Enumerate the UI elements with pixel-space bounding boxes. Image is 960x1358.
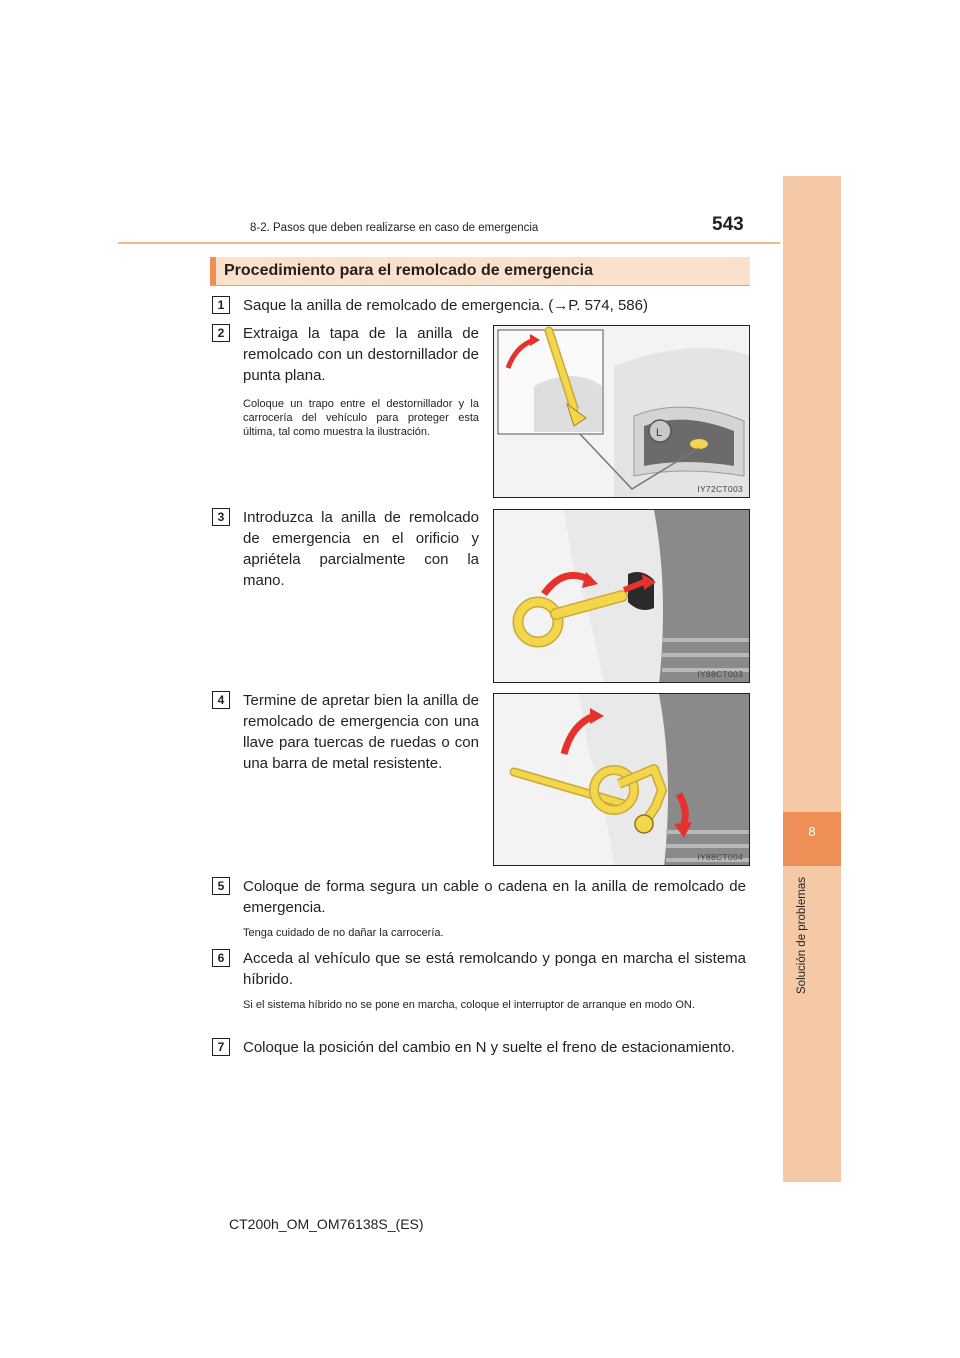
tow-ring-tighten-illustration — [494, 694, 750, 866]
figure-insert-ring — [493, 509, 750, 683]
figure-code: IY72CT003 — [697, 484, 743, 494]
step-2-note: Coloque un trapo entre el destornillador y la carrocería del vehículo para proteger esta última, tal como muestra la ilustración. — [243, 398, 479, 438]
step-6-number: 6 — [212, 949, 230, 967]
document-code: CT200h_OM_OM76138S_(ES) — [229, 1216, 424, 1232]
header-section-path: 8-2. Pasos que deben realizarse en caso de emergencia — [250, 222, 539, 234]
step-1-text: Saque la anilla de remolcado de emergencia. (→P. 574, 586) — [243, 297, 648, 314]
step-4-text: Termine de apretar bien la anilla de remolcado de emergencia con una llave para tuercas de ruedas o con una barra de metal resistente. — [243, 692, 479, 772]
chapter-title — [796, 877, 816, 1087]
figure-code: IY88CT004 — [697, 852, 743, 862]
step-3-text: Introduzca la anilla de remolcado de emergencia en el orificio y apriétela parcialmente con la mano. — [243, 509, 479, 589]
step-6-text: Acceda al vehículo que se está remolcando y ponga en marcha el sistema híbrido. — [243, 950, 746, 988]
car-front-cap-illustration — [494, 326, 750, 498]
figure-code: IY88CT003 — [697, 669, 743, 679]
step-7-text: Coloque la posición del cambio en N y suelte el freno de estacionamiento. — [243, 1039, 735, 1056]
step-6-note: Si el sistema híbrido no se pone en marcha, coloque el interruptor de arranque en modo ON. — [243, 999, 695, 1011]
tow-ring-insert-illustration — [494, 510, 750, 683]
chapter-number-box — [783, 812, 841, 866]
step-2-number: 2 — [212, 324, 230, 342]
step-4-number: 4 — [212, 691, 230, 709]
section-heading-underline — [210, 285, 750, 286]
step-1-number: 1 — [212, 296, 230, 314]
step-5-number: 5 — [212, 877, 230, 895]
figure-tighten-ring — [493, 693, 750, 866]
step-2-text: Extraiga la tapa de la anilla de remolcado con un destornillador de punta plana. — [243, 325, 479, 384]
chapter-number: 8 — [808, 824, 816, 839]
chapter-title-text: Solución de problemas — [796, 877, 808, 994]
section-title: Procedimiento para el remolcado de emergencia — [224, 262, 594, 279]
step-7-number: 7 — [212, 1038, 230, 1056]
header-rule — [118, 242, 780, 244]
svg-text:L: L — [656, 427, 663, 439]
step-3-number: 3 — [212, 508, 230, 526]
step-5-text: Coloque de forma segura un cable o cadena en la anilla de remolcado de emergencia. — [243, 878, 746, 916]
step-5-note: Tenga cuidado de no dañar la carrocería. — [243, 927, 444, 939]
page-number: 543 — [712, 214, 744, 235]
figure-remove-cap — [493, 325, 750, 498]
